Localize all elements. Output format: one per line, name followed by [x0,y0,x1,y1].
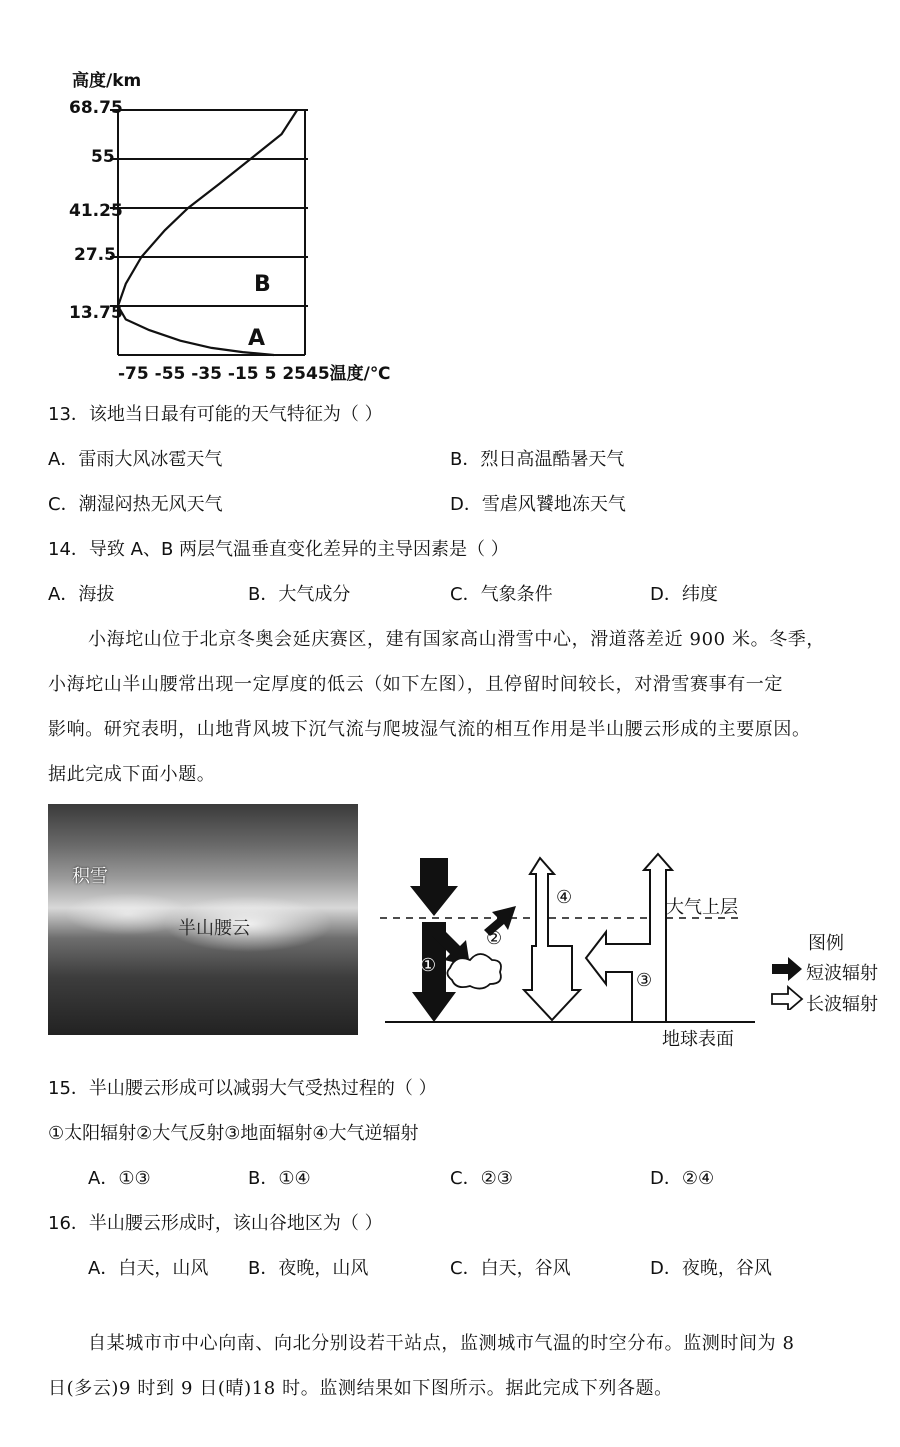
q16-stem: 16．半山腰云形成时，该山谷地区为（ ） [48,1213,383,1234]
y-tick-68-75: 68.75 [69,98,123,118]
x-axis-ticks [118,359,390,384]
q16-option-b: B．夜晚，山风 [248,1258,369,1279]
label-4: ④ [556,887,573,908]
temperature-curve [118,110,297,355]
q15-items: ①太阳辐射②大气反射③地面辐射④大气逆辐射 [48,1123,419,1144]
x-tick: -75 [118,364,149,384]
passage2-line-2: 日(多云)9 时到 9 日(晴)18 时。监测结果如下图所示。据此完成下列各题。 [48,1378,673,1399]
x-tick: -35 [191,364,222,384]
chart-x-axis-label: 温度/℃ [329,364,391,384]
q15-stem: 15．半山腰云形成可以减弱大气受热过程的（ ） [48,1078,437,1099]
q15-option-a: A．①③ [88,1168,151,1189]
q13-stem: 13．该地当日最有可能的天气特征为（ ） [48,404,383,425]
q16-option-a: A．白天，山风 [88,1258,209,1279]
mountain-cloud-photo [48,804,358,1035]
legend-title: 图例 [808,933,844,954]
x-tick: 45 [306,364,330,384]
q14-stem: 14．导致 A、B 两层气温垂直变化差异的主导因素是（ ） [48,539,509,560]
passage1-line-4: 据此完成下面小题。 [48,764,216,785]
x-tick: 5 [264,364,277,384]
layer-a-label: A [248,326,266,351]
radiation-diagram [380,850,760,1030]
q13-option-c: C．潮湿闷热无风天气 [48,494,223,515]
q13-option-d: D．雪虐风饕地冻天气 [450,494,626,515]
legend-arrows [770,956,806,1010]
ground-radiation-arrow [586,854,672,1022]
passage2-line-1: 自某城市市中心向南、向北分别设若干站点，监测城市气温的时空分布。监测时间为 8 [88,1333,795,1354]
legend-long-wave: 长波辐射 [806,994,878,1015]
y-tick-55: 55 [91,147,115,167]
q14-option-c: C．气象条件 [450,584,553,605]
q15-option-c: C．②③ [450,1168,513,1189]
q16-option-c: C．白天，谷风 [450,1258,571,1279]
x-tick: 25 [282,364,306,384]
counter-radiation-arrow [524,858,580,1020]
q14-option-b: B．大气成分 [248,584,351,605]
upper-atmosphere-label: 大气上层 [666,897,738,918]
label-1: ① [420,955,437,976]
passage1-line-1: 小海坨山位于北京冬奥会延庆赛区，建有国家高山滑雪中心，滑道落差近 900 米。冬季， [88,629,825,650]
y-tick-27-5: 27.5 [74,245,116,265]
photo-label-cloud: 半山腰云 [178,918,250,939]
temperature-profile-chart [0,0,340,390]
passage1-line-3: 影响。研究表明，山地背风坡下沉气流与爬坡湿气流的相互作用是半山腰云形成的主要原因。 [48,719,811,740]
ground-surface-label: 地球表面 [662,1029,734,1050]
q15-option-b: B．①④ [248,1168,311,1189]
x-tick: -55 [154,364,186,384]
label-2: ② [486,928,503,949]
layer-b-label: B [254,272,271,297]
q13-option-b: B．烈日高温酷暑天气 [450,449,625,470]
q16-option-d: D．夜晚，谷风 [650,1258,772,1279]
x-tick: -15 [227,364,259,384]
q14-option-d: D．纬度 [650,584,718,605]
y-tick-41-25: 41.25 [69,201,123,221]
legend-short-wave: 短波辐射 [806,963,878,984]
short-wave-legend-icon [772,957,802,981]
q14-option-a: A．海拔 [48,584,115,605]
short-wave-arrow-top [410,858,458,916]
long-wave-legend-icon [772,987,802,1010]
q13-option-a: A．雷雨大风冰雹天气 [48,449,223,470]
chart-y-axis-label: 高度/km [72,71,142,91]
y-tick-13-75: 13.75 [69,303,123,323]
photo-label-snow: 积雪 [72,866,108,887]
q15-option-d: D．②④ [650,1168,715,1189]
label-3: ③ [636,970,653,991]
passage1-line-2: 小海坨山半山腰常出现一定厚度的低云（如下左图），且停留时间较长，对滑雪赛事有一定 [48,674,783,695]
